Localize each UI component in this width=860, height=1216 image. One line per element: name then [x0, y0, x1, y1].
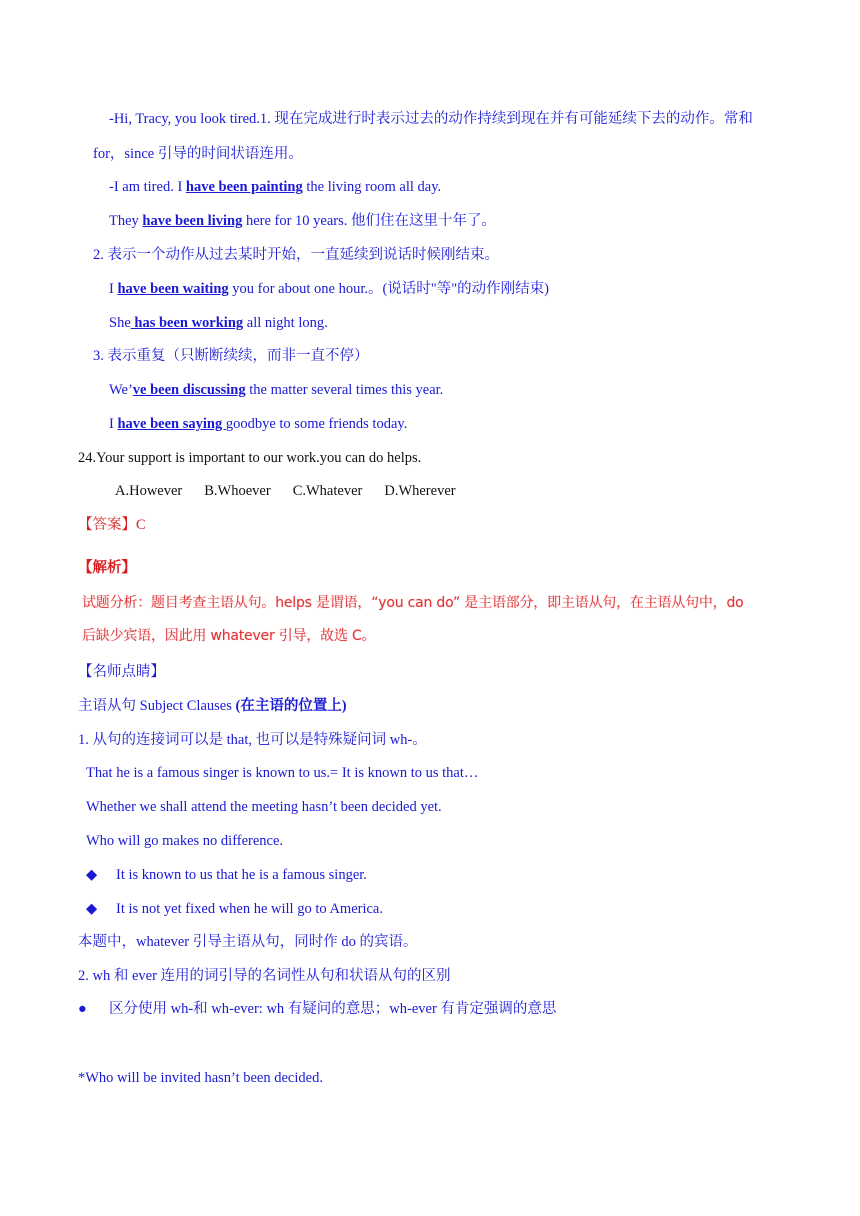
- example-sentence: [109, 211, 496, 231]
- analysis-line-2: 后缺少宾语，因此用 whatever 引导，故选 C。: [82, 628, 376, 644]
- example-sentence: [109, 177, 441, 197]
- verb-highlight: ve been discussing: [132, 382, 246, 398]
- answer-line: [78, 515, 146, 535]
- tips-title: [78, 696, 347, 716]
- tips-point-1: 1. 从句的连接词可以是 that, 也可以是特殊疑问词 wh-。: [78, 732, 427, 748]
- example-text: goodbye to some friends today.: [225, 416, 408, 432]
- diamond-item-text: It is known to us that he is a famous singer.: [116, 867, 367, 883]
- example-text: She: [109, 315, 131, 331]
- point-3: 3. 表示重复（只断断续续，而非一直不停）: [93, 348, 369, 364]
- diamond-item-2: [86, 899, 383, 919]
- example-text: the matter several times this year.: [245, 382, 444, 398]
- diamond-item-1: [86, 865, 367, 885]
- example-text: I: [109, 416, 118, 432]
- example-text: here for 10 years. 他们住在这里十年了。: [242, 213, 497, 229]
- option-b: B.Whoever: [204, 483, 271, 499]
- verb-highlight: have been saying: [117, 416, 226, 432]
- tips-point-2: 2. wh 和 ever 连用的词引导的名词性从句和状语从句的区别: [78, 968, 451, 984]
- dot-item-text: 区分使用 wh-和 wh-ever: wh 有疑问的意思；wh-ever 有肯定强调的意思: [109, 1001, 557, 1017]
- tips-note: 本题中，whatever 引导主语从句，同时作 do 的宾语。: [78, 934, 418, 950]
- tips-sentence-1: That he is a famous singer is known to us.= It is known to us that…: [86, 765, 479, 781]
- analysis-line-1: 试题分析：题目考查主语从句。helps 是谓语，“you can do” 是主语部分，即主语从句，在主语从句中，do: [82, 595, 744, 611]
- tips-title-text: 主语从句 Subject Clauses: [78, 698, 236, 714]
- dot-item: [78, 999, 556, 1019]
- verb-highlight: have been living: [142, 213, 243, 229]
- tips-label: 【名师点睛】: [78, 664, 165, 680]
- example-text: all night long.: [243, 315, 328, 331]
- answer-label: 【答案】: [78, 517, 136, 533]
- tips-sentence-2: Whether we shall attend the meeting hasn’t been decided yet.: [86, 799, 442, 815]
- example-text: We’: [109, 382, 133, 398]
- last-example: *Who will be invited hasn’t been decided.: [78, 1070, 323, 1086]
- answer-value: C: [136, 517, 146, 533]
- example-sentence: [109, 414, 407, 434]
- option-d: D.Wherever: [384, 483, 456, 499]
- tips-title-note: (在主语的位置上): [235, 698, 347, 714]
- example-text: They: [109, 213, 143, 229]
- example-sentence: [109, 313, 328, 333]
- point-2: 2. 表示一个动作从过去某时开始，一直延续到说话时候刚结束。: [93, 247, 499, 263]
- verb-highlight: has been working: [130, 315, 244, 331]
- tips-sentence-3: Who will go makes no difference.: [86, 833, 284, 849]
- question-stem: 24.Your support is important to our work.you can do helps.: [78, 450, 422, 466]
- verb-highlight: have been painting: [185, 179, 303, 195]
- dot-icon: ●: [78, 1001, 87, 1017]
- option-a: A.However: [115, 483, 183, 499]
- verb-highlight: have been waiting: [117, 281, 229, 297]
- para-1-line-1: -Hi, Tracy, you look tired.1. 现在完成进行时表示过去的动作持续到现在并有可能延续下去的动作。常和: [109, 111, 753, 127]
- example-text: I: [109, 281, 118, 297]
- question-options: [115, 481, 456, 501]
- option-c: C.Whatever: [292, 483, 363, 499]
- diamond-item-text: It is not yet fixed when he will go to America.: [116, 901, 383, 917]
- example-text: you for about one hour.。(说话时"等"的动作刚结束): [228, 281, 549, 297]
- example-sentence: [109, 279, 549, 299]
- example-sentence: [109, 380, 443, 400]
- diamond-icon: ◆: [86, 901, 98, 917]
- example-text: the living room all day.: [302, 179, 442, 195]
- diamond-icon: ◆: [86, 867, 98, 883]
- analysis-label: 【解析】: [78, 560, 136, 576]
- para-1-line-2: for，since 引导的时间状语连用。: [93, 146, 303, 162]
- example-text: -I am tired. I: [109, 179, 186, 195]
